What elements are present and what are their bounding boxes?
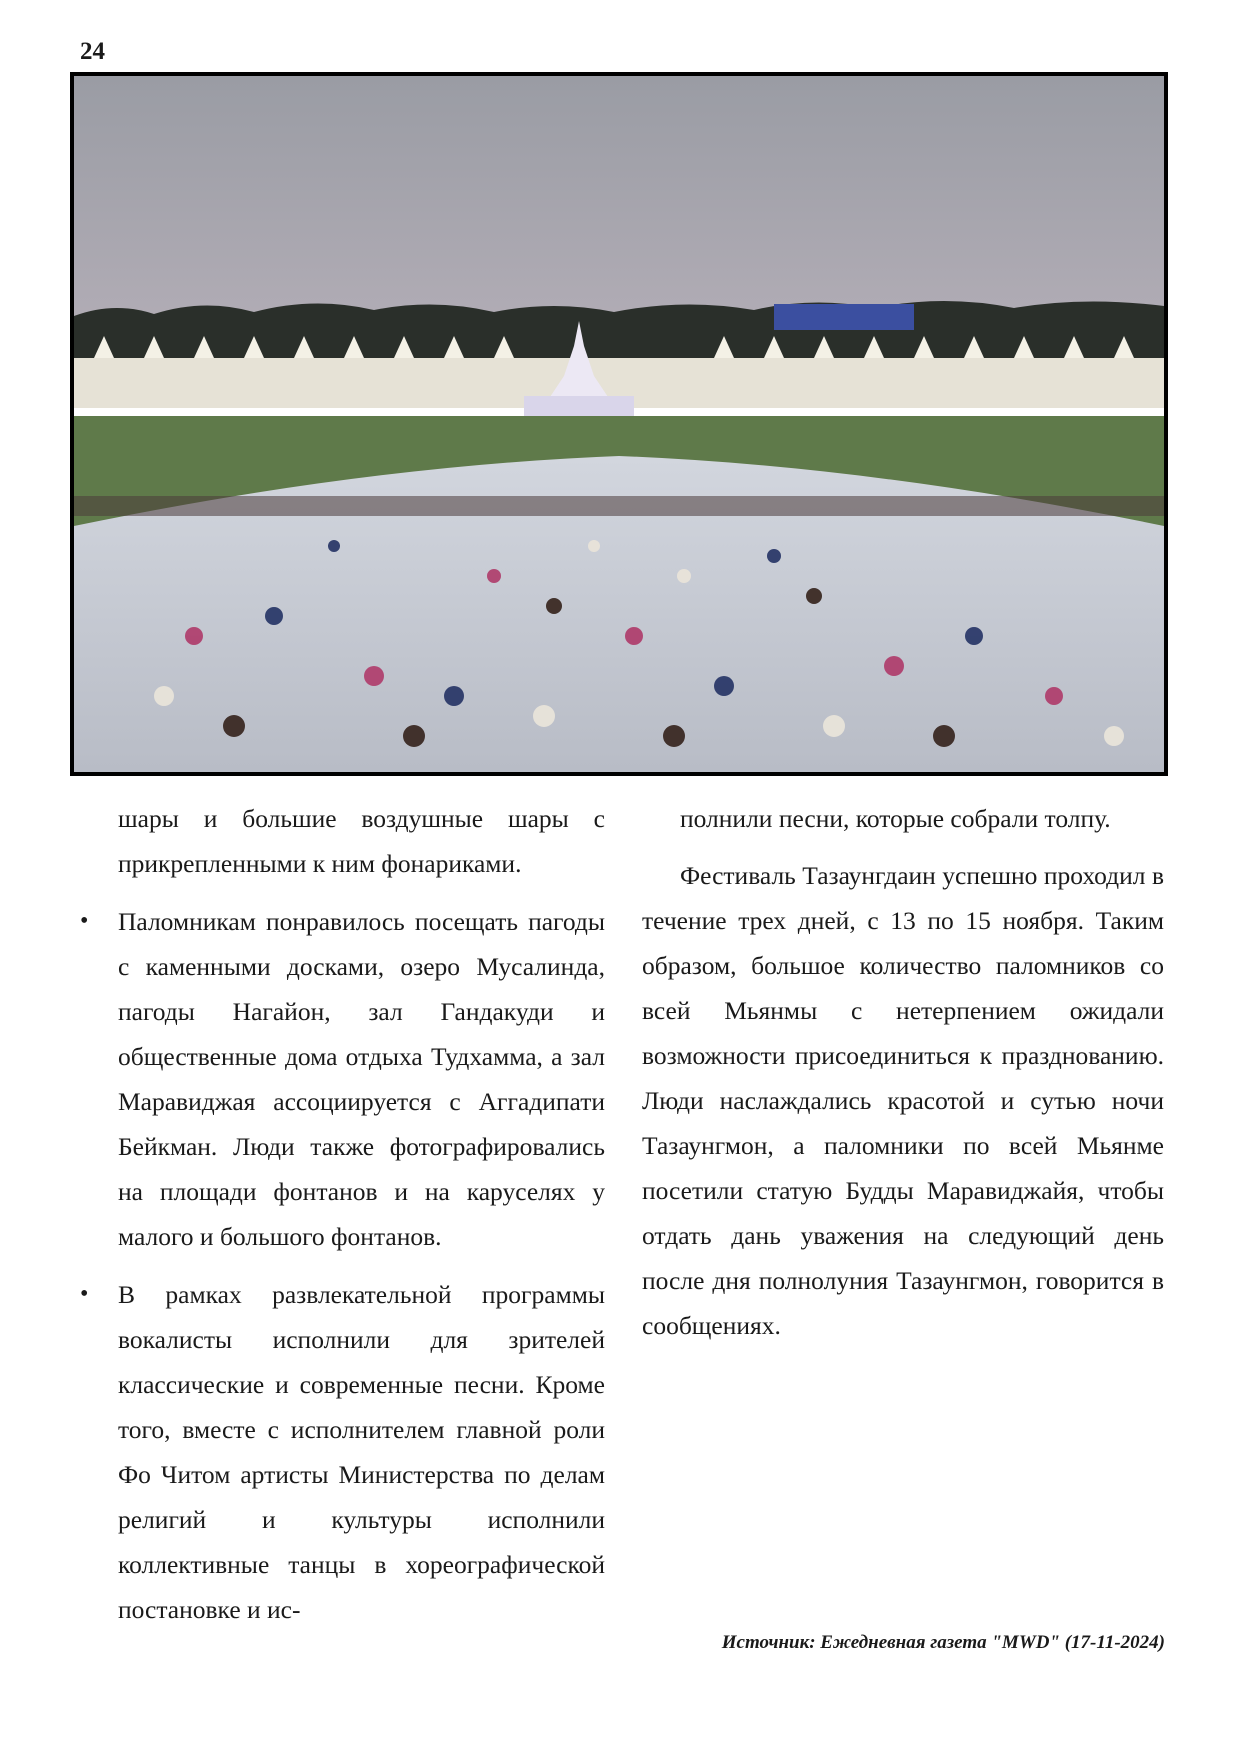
- bullet-text: В рамках развлекательной программы вокалисты исполнили для зрителей классические и современные песни. Кроме того, вместе с исполнителем главной роли Фо Читом артисты Министерства по делам религий и культуры исполнили коллективные танцы в хореографической постановке и ис-: [118, 1280, 605, 1624]
- left-continuation: шары и большие воздушные шары с прикрепленными к ним фонариками.: [118, 804, 605, 878]
- page-number: 24: [80, 38, 105, 65]
- festival-photo: [70, 72, 1168, 776]
- right-continuation: полнили песни, которые собрали толпу.: [680, 804, 1111, 833]
- bullet-item-1: [80, 899, 605, 1259]
- bullet-icon: •: [80, 1281, 89, 1307]
- right-column: [642, 796, 1164, 1348]
- festival-photo-image: [74, 76, 1164, 772]
- bullet-item-2: [80, 1272, 605, 1632]
- left-column: [80, 796, 605, 1632]
- bullet-text: Паломникам понравилось посещать пагоды с каменными досками, озеро Мусалинда, пагоды Нагайон, зал Гандакуди и общественные дома отдыха Тудхамма, а зал Маравиджая ассоциируется с Аггадипати Бейкман. Люди также фотографировались на площади фонтанов и на каруселях у малого и большого фонтанов.: [118, 907, 605, 1251]
- body-paragraph: Фестиваль Тазаунгдаин успешно проходил в течение трех дней, с 13 по 15 ноября. Таким образом, большое количество паломников со всей Мьянмы с нетерпением ожидали возможности присоединиться к празднованию. Люди наслаждались красотой и сутью ночи Тазаунгмон, а паломники по всей Мьянме посетили статую Будды Маравиджайя, чтобы отдать дань уважения на следующий день после дня полнолуния Тазаунгмон, говорится в сообщениях.: [642, 861, 1164, 1340]
- bullet-icon: •: [80, 908, 89, 934]
- source-credit: Источник: Ежедневная газета "MWD" (17-11-2024): [721, 1632, 1165, 1653]
